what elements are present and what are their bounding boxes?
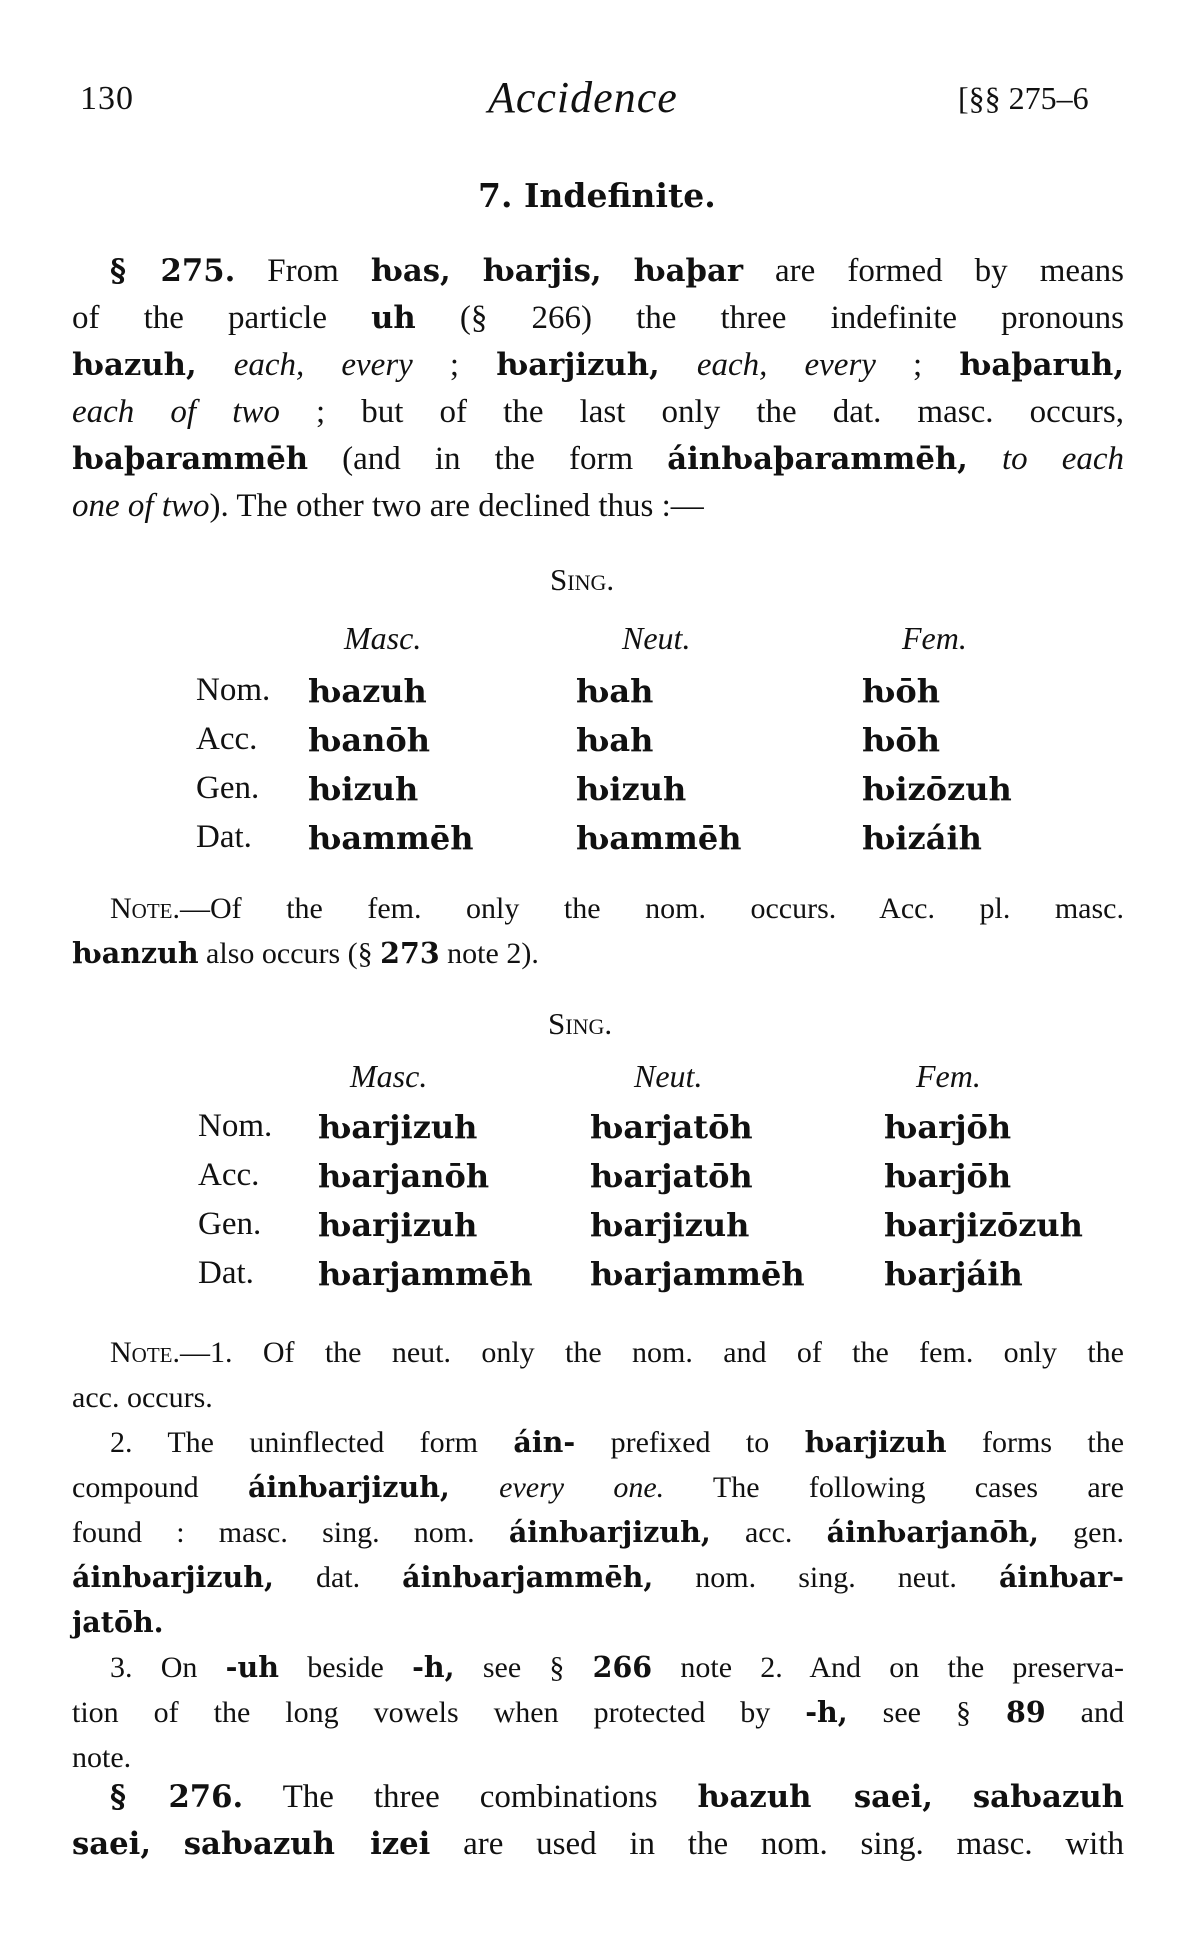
number-label: Sing. [550, 562, 615, 597]
text-run: acc. occurs. [72, 1381, 213, 1414]
case-label: Dat. [198, 1255, 254, 1291]
gothic-form: áinƕarjizuh, [508, 1515, 711, 1549]
page-number: 130 [80, 80, 134, 117]
text-line [72, 483, 1124, 530]
gothic-form: áinƕarjizuh, [72, 1560, 274, 1594]
note-label: Note. [110, 892, 180, 925]
text-run: acc. [710, 1516, 827, 1549]
paragraph-276 [72, 1774, 1124, 1868]
running-title: Accidence [488, 73, 678, 122]
gothic-form: ƕazuh saei, [697, 1779, 933, 1815]
gothic-form: § 276. [110, 1779, 244, 1815]
form-neut: ƕarjammēh [590, 1255, 805, 1293]
text-run: found : masc. sing. nom. [72, 1516, 509, 1549]
text-run: note. [72, 1741, 132, 1774]
text-run [450, 1471, 499, 1504]
case-label: Gen. [198, 1206, 262, 1242]
text-line [72, 1600, 1124, 1645]
text-line [72, 248, 1124, 295]
gloss: every one. [499, 1471, 665, 1504]
gloss: each of two [72, 394, 280, 430]
text-run: prefixed to [575, 1426, 805, 1459]
gothic-form: 273 [380, 936, 440, 970]
form-masc: ƕizuh [308, 770, 419, 808]
form-masc: ƕarjizuh [318, 1108, 478, 1146]
form-neut: ƕah [576, 672, 654, 710]
form-fem: ƕarjōh [884, 1157, 1012, 1195]
text-line [72, 295, 1124, 342]
gothic-form: ƕarjizuh [804, 1425, 947, 1459]
case-label: Nom. [198, 1108, 273, 1144]
column-header-fem: Fem. [916, 1058, 981, 1094]
text-line [72, 1510, 1124, 1555]
text-run [451, 253, 483, 289]
text-run: nom. sing. neut. [653, 1561, 999, 1594]
text-line [72, 389, 1124, 436]
note-label: Note. [110, 1336, 180, 1369]
section-heading: 7. Indefinite. [478, 176, 716, 215]
gothic-form: áinƕarjammēh, [402, 1560, 654, 1594]
gothic-form: saƕazuh [972, 1779, 1124, 1815]
note-1 [72, 886, 1124, 976]
gothic-form: ƕanzuh [72, 936, 199, 970]
text-run [151, 1826, 184, 1862]
form-neut: ƕah [576, 721, 654, 759]
text-run: dat. [273, 1561, 403, 1594]
text-run [197, 347, 234, 383]
gothic-form: uh [371, 300, 416, 336]
text-run [660, 347, 697, 383]
form-fem: ƕarjáih [884, 1255, 1023, 1293]
number-label: Sing. [548, 1006, 613, 1041]
case-label: Acc. [198, 1157, 260, 1193]
gothic-form: ƕarjis, [482, 253, 602, 289]
form-fem: ƕarjōh [884, 1108, 1012, 1146]
text-run: see § [847, 1696, 1006, 1729]
gothic-form: áinƕarjanōh, [826, 1515, 1039, 1549]
form-neut: ƕarjizuh [590, 1206, 750, 1244]
text-run: The following cases are [664, 1471, 1124, 1504]
case-label: Nom. [196, 672, 271, 708]
gloss: each, every [233, 347, 413, 383]
section-range: [§§ 275–6 [958, 80, 1089, 116]
text-run: From [235, 253, 371, 289]
text-run: see § [454, 1651, 593, 1684]
text-run: note 2. And on the preserva- [652, 1651, 1125, 1684]
note-2 [72, 1330, 1124, 1780]
text-run: tion of the long vowels when protected by [72, 1696, 806, 1729]
gothic-form: -uh [225, 1650, 279, 1684]
form-neut: ƕizuh [576, 770, 687, 808]
text-run: note 2). [439, 937, 539, 970]
text-run: 3. On [110, 1651, 226, 1684]
text-run [933, 1779, 973, 1815]
text-line [72, 931, 1124, 976]
gloss: to each [1001, 441, 1124, 477]
text-line [72, 1420, 1124, 1465]
text-line [72, 886, 1124, 931]
text-line [72, 1645, 1124, 1690]
text-run: —1. Of the neut. only the nom. and of the fem. only the [180, 1336, 1124, 1369]
text-line [72, 1555, 1124, 1600]
text-run: are used in the nom. sing. masc. with [430, 1826, 1124, 1862]
text-run: ; [875, 347, 960, 383]
gothic-form: -h, [805, 1695, 848, 1729]
text-line [72, 1375, 1124, 1420]
gothic-form: áinƕarjizuh, [247, 1470, 450, 1504]
gothic-form: áin- [513, 1425, 576, 1459]
form-neut: ƕarjatōh [590, 1157, 753, 1195]
text-run: (§ 266) the three indefinite pronouns [415, 300, 1124, 336]
gothic-form: jatōh. [72, 1605, 164, 1639]
form-masc: ƕazuh [308, 672, 427, 710]
text-run: beside [278, 1651, 413, 1684]
text-run: ; [412, 347, 497, 383]
case-label: Gen. [196, 770, 260, 806]
gothic-form: ƕaþar [633, 253, 743, 289]
gothic-form: ƕaþaruh, [959, 347, 1125, 383]
form-fem: ƕizōzuh [862, 770, 1012, 808]
form-masc: ƕanōh [308, 721, 430, 759]
gothic-form: 89 [1006, 1695, 1046, 1729]
text-run: gen. [1038, 1516, 1125, 1549]
gothic-form: ƕazuh, [72, 347, 197, 383]
text-run: (and in the form [308, 441, 668, 477]
form-neut: ƕarjatōh [590, 1108, 753, 1146]
case-label: Acc. [196, 721, 258, 757]
text-line [72, 1774, 1124, 1821]
text-run [968, 441, 1002, 477]
form-masc: ƕarjizuh [318, 1206, 478, 1244]
text-line [72, 342, 1124, 389]
text-line [72, 1690, 1124, 1735]
text-line [72, 1821, 1124, 1868]
column-header-neut: Neut. [634, 1058, 703, 1094]
paragraph-275 [72, 248, 1124, 530]
form-neut: ƕammēh [576, 819, 742, 857]
text-run: The three combinations [243, 1779, 698, 1815]
text-line [72, 1330, 1124, 1375]
form-fem: ƕōh [862, 721, 940, 759]
text-run: compound [72, 1471, 248, 1504]
form-fem: ƕōh [862, 672, 940, 710]
column-header-fem: Fem. [902, 620, 967, 656]
form-fem: ƕarjizōzuh [884, 1206, 1083, 1244]
gothic-form: áinƕar- [998, 1560, 1125, 1594]
gothic-form: ƕarjizuh, [496, 347, 660, 383]
text-run: 2. The uninflected form [110, 1426, 514, 1459]
form-masc: ƕammēh [308, 819, 474, 857]
gothic-form: 266 [592, 1650, 653, 1684]
column-header-masc: Masc. [344, 620, 422, 656]
text-line [72, 436, 1124, 483]
case-label: Dat. [196, 819, 252, 855]
gothic-form: saei, [72, 1826, 152, 1862]
gothic-form: § 275. [110, 253, 236, 289]
text-run: ; but of the last only the dat. masc. occurs, [279, 394, 1124, 430]
gothic-form: -h, [412, 1650, 455, 1684]
text-run: are formed by means [743, 253, 1125, 289]
text-line [72, 1465, 1124, 1510]
text-run: forms the [946, 1426, 1125, 1459]
text-run: ). The other two are declined thus :— [209, 488, 704, 524]
text-run: of the particle [72, 300, 372, 336]
text-run: and [1045, 1696, 1124, 1729]
text-run: —Of the fem. only the nom. occurs. Acc. pl. masc. [180, 892, 1124, 925]
form-fem: ƕizáih [862, 819, 982, 857]
gothic-form: ƕas, [370, 253, 451, 289]
column-header-neut: Neut. [622, 620, 691, 656]
text-run: also occurs (§ [198, 937, 381, 970]
gothic-form: ƕaþarammēh [72, 441, 309, 477]
text-run [602, 253, 634, 289]
gloss: each, every [696, 347, 876, 383]
gloss: one of two [72, 488, 210, 524]
gothic-form: áinƕaþarammēh, [667, 441, 968, 477]
gothic-form: saƕazuh izei [183, 1826, 431, 1862]
column-header-masc: Masc. [350, 1058, 428, 1094]
form-masc: ƕarjanōh [318, 1157, 490, 1195]
form-masc: ƕarjammēh [318, 1255, 533, 1293]
